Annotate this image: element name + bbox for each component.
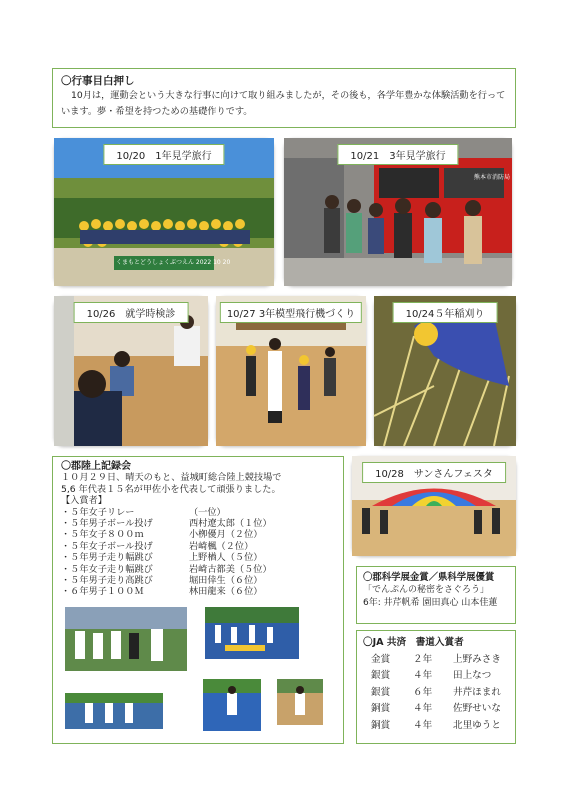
photo-caption: 10/26 就学時検診 <box>74 302 189 323</box>
sports-meet-section <box>52 456 344 744</box>
award-result: 岩崎古都美（５位） <box>189 563 272 575</box>
ja-calligraphy-section <box>356 630 516 744</box>
photo-vehicle-text: 熊本市消防局 <box>474 174 511 181</box>
photo-caption: 10/27 3年模型飛行機づくり <box>220 302 362 323</box>
ja-winner-row <box>363 668 509 685</box>
award-event: ・５年女子ボール投げ <box>61 540 153 552</box>
award-row <box>61 529 335 540</box>
prize: 銀賞 <box>371 686 391 698</box>
photo-caption: 10/20 1年見学旅行 <box>103 144 224 165</box>
winner-name: 佐野せいな <box>453 703 501 714</box>
award-row <box>61 575 335 586</box>
award-event: ・５年女子リレー <box>61 506 135 518</box>
photo-caption: 10/24５年稲刈り <box>393 302 498 323</box>
award-result: 岩崎楓（２位） <box>189 540 254 552</box>
award-result: 西村遼太郎（１位） <box>189 518 272 530</box>
intro-body: 10月は，運動会という大きな行事に向けて取り組みましたが，その後も，各学年豊かな体験活動を行っています。夢・希望を持つための基礎作りです。 <box>61 90 506 117</box>
award-event: ・５年女子走り幅跳び <box>61 563 153 575</box>
ja-winner-row <box>363 652 509 669</box>
award-result: 堀田倖生（６位） <box>189 575 263 587</box>
award-event: ・６年男子１００Ｍ <box>61 586 144 598</box>
science-title: 「でんぷんの秘密をさぐろう」 <box>363 585 490 595</box>
sports-photo <box>65 693 163 729</box>
award-row <box>61 518 335 529</box>
ja-winner-row <box>363 685 509 702</box>
sports-photo <box>277 679 323 725</box>
sports-body-line2: 5,6 年代表１５名が甲佐小を代表して頑張りました。 <box>61 483 281 495</box>
grade: ４年 <box>413 719 433 731</box>
photo-model-airplane <box>216 296 366 446</box>
winner-name: 田上なつ <box>453 670 492 681</box>
prize: 銅賞 <box>371 719 391 731</box>
grade: ４年 <box>413 703 433 714</box>
science-heading: 〇郡科学展金賞／県科学展優賞 <box>363 572 495 583</box>
photo-health-check <box>54 296 208 446</box>
award-row <box>61 552 335 563</box>
award-event: ・５年男子走り幅跳び <box>61 552 153 564</box>
winner-name: 上野みさき <box>453 653 501 665</box>
award-row <box>61 564 335 575</box>
grade: ２年 <box>413 653 433 665</box>
award-result: 小栁優月（２位） <box>189 529 263 541</box>
award-result: （一位） <box>189 506 226 518</box>
sports-photo <box>65 607 187 671</box>
intro-heading: 〇行事目白押し <box>61 75 135 87</box>
photo-third-grade-trip <box>284 138 512 286</box>
sports-photo <box>205 607 299 659</box>
sports-body-line1: １０月２９日、晴天のもと、益城町総合陸上競技場で <box>61 472 282 484</box>
ja-winner-row <box>363 701 509 718</box>
ja-heading: 〇JA 共済 書道入賞者 <box>363 637 464 648</box>
sports-photo <box>203 679 261 731</box>
winner-name: 北里ゆうと <box>453 719 501 731</box>
grade: ６年 <box>413 686 433 698</box>
winner-name: 井芹ほまれ <box>453 686 501 698</box>
sports-heading: 〇郡陸上記録会 <box>61 461 131 472</box>
award-event: ・５年男子走り高跳び <box>61 575 153 587</box>
prize: 銀賞 <box>371 670 391 681</box>
photo-caption: 10/21 3年見学旅行 <box>337 144 458 165</box>
prize: 銅賞 <box>371 703 391 714</box>
award-result: 林田龍来（６位） <box>189 586 263 598</box>
grade: ４年 <box>413 670 433 681</box>
winners-label: 【入賞者】 <box>61 495 107 507</box>
award-event: ・５年女子８００ｍ <box>61 529 144 541</box>
photo-caption: 10/28 サンさんフェスタ <box>362 462 506 483</box>
science-names: 6年: 井芹帆希 園田真心 山本佳蓮 <box>363 598 498 608</box>
photo-banner-text: くまもとどうしょくぶつえん 2022 10 20 <box>116 259 231 266</box>
award-result: 上野楢人（５位） <box>189 552 263 564</box>
award-row <box>61 586 335 597</box>
intro-section <box>52 68 516 128</box>
award-event: ・５年男子ボール投げ <box>61 518 153 530</box>
award-row <box>61 541 335 552</box>
ja-winner-row <box>363 718 509 735</box>
photo-festival <box>352 456 516 556</box>
photo-rice-harvest <box>374 296 516 446</box>
science-award-section <box>356 566 516 624</box>
award-row <box>61 507 335 518</box>
photo-first-grade-trip <box>54 138 274 286</box>
prize: 金賞 <box>371 653 391 665</box>
